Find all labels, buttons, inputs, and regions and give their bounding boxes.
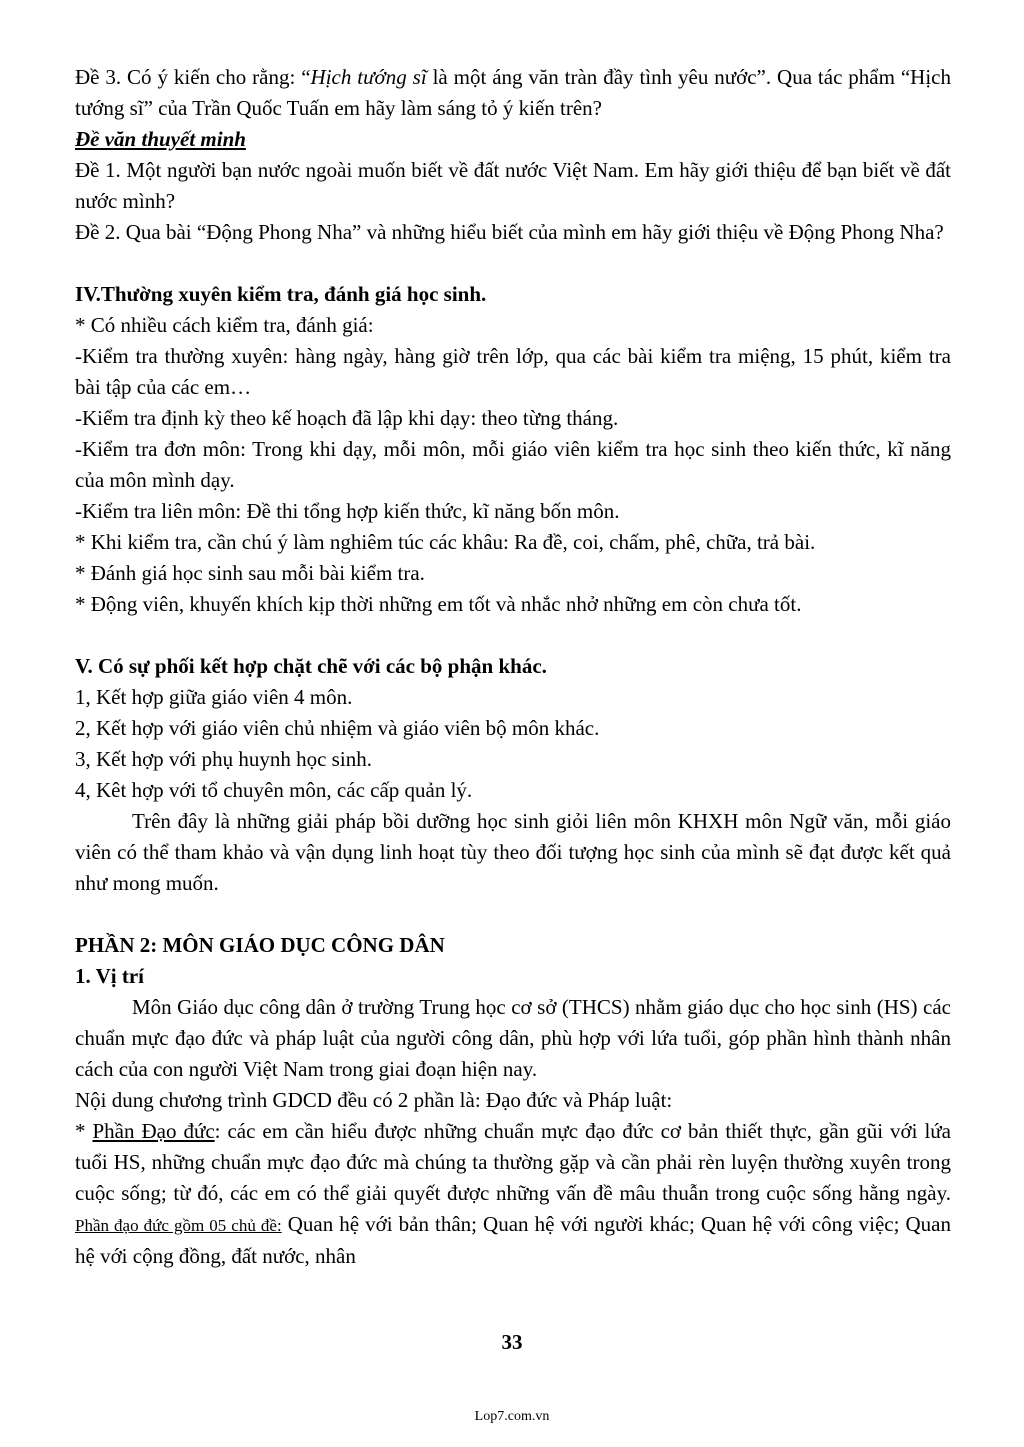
section4-line: * Động viên, khuyến khích kịp thời những em tốt và nhắc nhở những em còn chưa tốt. bbox=[75, 592, 802, 616]
section4-line: * Có nhiều cách kiểm tra, đánh giá: bbox=[75, 313, 374, 337]
page-number: 33 bbox=[501, 1330, 523, 1354]
part2-intro: Môn Giáo dục công dân ở trường Trung học cơ sở (THCS) nhằm giáo dục cho học sinh (HS) các chuẩn mực đạo đức và pháp luật của người công dân, phù hợp với lứa tuổi, góp phần hình thành nhân cách của con người Việt Nam trong giai đoạn hiện nay. bbox=[75, 995, 951, 1081]
dao-duc-label: Phần Đạo đức bbox=[92, 1119, 215, 1143]
section5-heading: V. Có sự phối kết hợp chặt chẽ với các bộ phận khác. bbox=[75, 654, 547, 678]
section4-line: -Kiểm tra liên môn: Đề thi tổng hợp kiến thức, kĩ năng bốn môn. bbox=[75, 499, 620, 523]
page-content bbox=[75, 62, 951, 1272]
section4-line: * Đánh giá học sinh sau mỗi bài kiểm tra. bbox=[75, 561, 425, 585]
dao-duc-topics-label: Phần đạo đức gồm 05 chủ đề: bbox=[75, 1216, 282, 1235]
section4-line: -Kiểm tra thường xuyên: hàng ngày, hàng giờ trên lớp, qua các bài kiểm tra miệng, 15 phút, kiểm tra bài tập của các em… bbox=[75, 344, 951, 399]
section4-line: * Khi kiểm tra, cần chú ý làm nghiêm túc các khâu: Ra đề, coi, chấm, phê, chữa, trả bài. bbox=[75, 530, 816, 554]
section4-line: -Kiểm tra đơn môn: Trong khi dạy, mỗi môn, mỗi giáo viên kiểm tra học sinh theo kiến thức, kĩ năng của môn mình dạy. bbox=[75, 437, 951, 492]
tm-de1: Đề 1. Một người bạn nước ngoài muốn biết về đất nước Việt Nam. Em hãy giới thiệu để bạn biết về đất nước mình? bbox=[75, 158, 951, 213]
section5-line: 1, Kết hợp giữa giáo viên 4 môn. bbox=[75, 685, 353, 709]
de3-work-title: Hịch tướng sĩ bbox=[310, 65, 427, 89]
section4-heading: IV.Thường xuyên kiểm tra, đánh giá học sinh. bbox=[75, 282, 487, 306]
section5-line: 3, Kết hợp với phụ huynh học sinh. bbox=[75, 747, 372, 771]
part2-program: Nội dung chương trình GDCD đều có 2 phần là: Đạo đức và Pháp luật: bbox=[75, 1088, 673, 1112]
thuyet-minh-heading: Đề văn thuyết minh bbox=[75, 127, 246, 151]
part2-sub1-heading: 1. Vị trí bbox=[75, 964, 145, 988]
tm-de2: Đề 2. Qua bài “Động Phong Nha” và những hiểu biết của mình em hãy giới thiệu về Động Phong Nha? bbox=[75, 220, 944, 244]
section5-line: 2, Kết hợp với giáo viên chủ nhiệm và giáo viên bộ môn khác. bbox=[75, 716, 600, 740]
section5-line: 4, Kêt hợp với tổ chuyên môn, các cấp quản lý. bbox=[75, 778, 473, 802]
footer-site: Lop7.com.vn bbox=[474, 1409, 550, 1424]
de3-paragraph: Đề 3. Có ý kiến cho rằng: “Hịch tướng sĩ là một áng văn tràn đầy tình yêu nước”. Qua tác phẩm “Hịch tướng sĩ” của Trần Quốc Tuấn em hãy làm sáng tỏ ý kiến trên? bbox=[75, 65, 951, 120]
section5-conclusion: Trên đây là những giải pháp bồi dưỡng học sinh giỏi liên môn KHXH môn Ngữ văn, mỗi giáo viên có thể tham khảo và vận dụng linh hoạt tùy theo đối tượng học sinh của mình sẽ đạt được kết quả như mong muốn. bbox=[75, 809, 951, 895]
section4-line: -Kiểm tra định kỳ theo kế hoạch đã lập khi dạy: theo từng tháng. bbox=[75, 406, 619, 430]
part2-dao-duc: * Phần Đạo đức: các em cần hiểu được những chuẩn mực đạo đức cơ bản thiết thực, gần gũi với lứa tuổi HS, những chuẩn mực đạo đức mà chúng ta thường gặp và cần phải rèn luyện thường xuyên trong cuộc sống; từ đó, các em có thể giải quyết được những vấn đề mâu thuẫn trong cuộc sống hằng ngày. Phần đạo đức gồm 05 chủ đề: Quan hệ với bản thân; Quan hệ với người khác; Quan hệ với công việc; Quan hệ với cộng đồng, đất nước, nhân bbox=[75, 1119, 952, 1268]
part2-heading: PHẦN 2: MÔN GIÁO DỤC CÔNG DÂN bbox=[75, 933, 445, 957]
